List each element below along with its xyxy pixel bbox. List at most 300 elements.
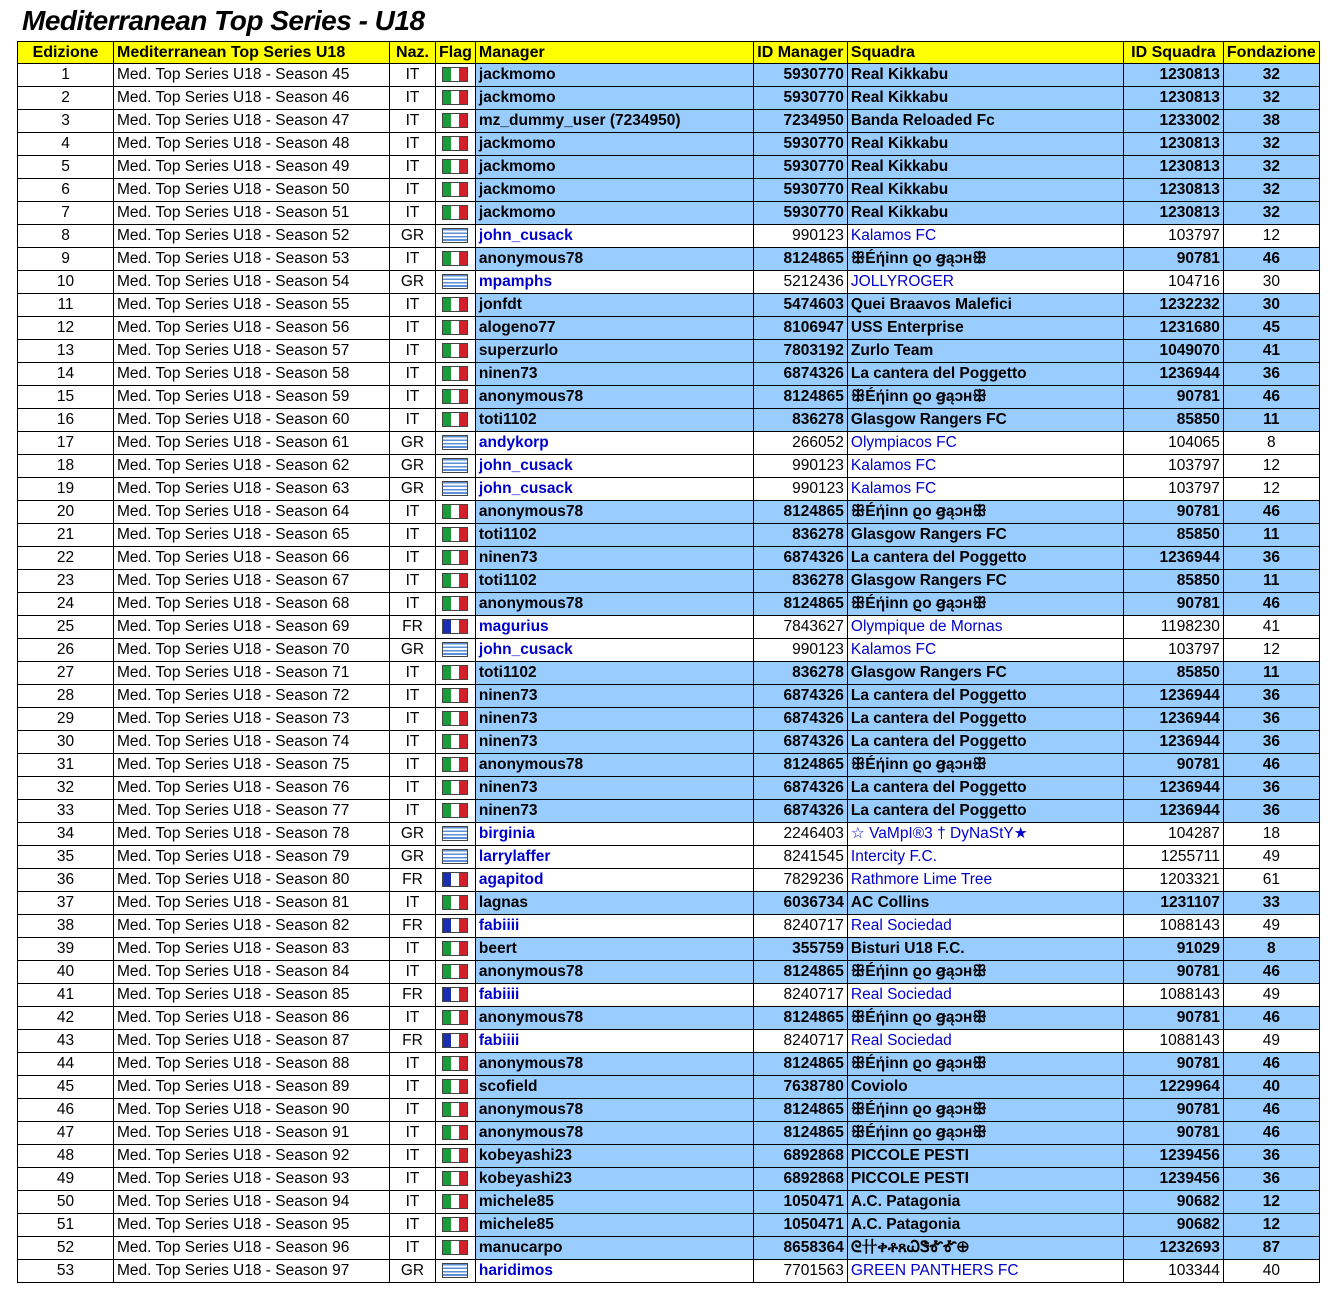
team-link[interactable]: ꕥÉήinn ϱo ꞡąɔʜꕥ: [847, 754, 1123, 777]
team-link[interactable]: USS Enterprise: [847, 317, 1123, 340]
italy-flag-icon: [442, 1125, 468, 1140]
nation-cell: IT: [390, 1122, 436, 1145]
team-link[interactable]: Kalamos FC: [847, 455, 1123, 478]
edition-cell: 32: [18, 777, 114, 800]
table-row: [18, 432, 1320, 455]
team-link[interactable]: La cantera del Poggetto: [847, 685, 1123, 708]
manager-link[interactable]: manucarpo: [475, 1237, 753, 1260]
manager-link[interactable]: jackmomo: [475, 87, 753, 110]
flag-cell: [436, 1122, 476, 1145]
edition-cell: 2: [18, 87, 114, 110]
nation-cell: IT: [390, 1168, 436, 1191]
manager-link[interactable]: ninen73: [475, 731, 753, 754]
nation-cell: IT: [390, 731, 436, 754]
manager-link[interactable]: anonymous78: [475, 754, 753, 777]
team-id-cell: 1255711: [1123, 846, 1223, 869]
table-row: [18, 317, 1320, 340]
greece-flag-icon: [442, 435, 468, 450]
team-id-cell: 103797: [1123, 478, 1223, 501]
team-link[interactable]: A.C. Patagonia: [847, 1214, 1123, 1237]
team-link[interactable]: GREEN PANTHERS FC: [847, 1260, 1123, 1283]
manager-link[interactable]: kobeyashi23: [475, 1145, 753, 1168]
manager-id-cell: 836278: [753, 570, 847, 593]
team-link[interactable]: Glasgow Rangers FC: [847, 524, 1123, 547]
flag-cell: [436, 754, 476, 777]
team-id-cell: 1229964: [1123, 1076, 1223, 1099]
team-id-cell: 1049070: [1123, 340, 1223, 363]
manager-link[interactable]: ninen73: [475, 708, 753, 731]
flag-cell: [436, 1099, 476, 1122]
italy-flag-icon: [442, 1240, 468, 1255]
series-name-cell: Med. Top Series U18 - Season 51: [114, 202, 390, 225]
edition-cell: 23: [18, 570, 114, 593]
team-id-cell: 103797: [1123, 455, 1223, 478]
team-link[interactable]: ꕥÉήinn ϱo ꞡąɔʜꕥ: [847, 961, 1123, 984]
manager-id-cell: 1050471: [753, 1214, 847, 1237]
team-link[interactable]: Real Kikkabu: [847, 202, 1123, 225]
series-name-cell: Med. Top Series U18 - Season 53: [114, 248, 390, 271]
table-row: [18, 1168, 1320, 1191]
foundation-cell: 32: [1223, 179, 1319, 202]
team-link[interactable]: Real Kikkabu: [847, 87, 1123, 110]
header-id-manager[interactable]: ID Manager: [753, 42, 847, 64]
table-row: [18, 478, 1320, 501]
italy-flag-icon: [442, 251, 468, 266]
manager-link[interactable]: jackmomo: [475, 202, 753, 225]
series-name-cell: Med. Top Series U18 - Season 72: [114, 685, 390, 708]
team-link[interactable]: Kalamos FC: [847, 639, 1123, 662]
table-row: [18, 662, 1320, 685]
flag-cell: [436, 1030, 476, 1053]
manager-link[interactable]: jackmomo: [475, 179, 753, 202]
italy-flag-icon: [442, 113, 468, 128]
manager-link[interactable]: anonymous78: [475, 1053, 753, 1076]
manager-link[interactable]: lagnas: [475, 892, 753, 915]
manager-link[interactable]: scofield: [475, 1076, 753, 1099]
manager-link[interactable]: fabiiii: [475, 915, 753, 938]
france-flag-icon: [442, 918, 468, 933]
table-row: [18, 1122, 1320, 1145]
team-link[interactable]: A.C. Patagonia: [847, 1191, 1123, 1214]
flag-cell: [436, 616, 476, 639]
manager-link[interactable]: jonfdt: [475, 294, 753, 317]
team-link[interactable]: Real Sociedad: [847, 1030, 1123, 1053]
flag-cell: [436, 639, 476, 662]
manager-id-cell: 8124865: [753, 593, 847, 616]
manager-link[interactable]: anonymous78: [475, 501, 753, 524]
manager-link[interactable]: john_cusack: [475, 639, 753, 662]
manager-link[interactable]: mz_dummy_user (7234950): [475, 110, 753, 133]
foundation-cell: 33: [1223, 892, 1319, 915]
manager-link[interactable]: andykorp: [475, 432, 753, 455]
series-name-cell: Med. Top Series U18 - Season 89: [114, 1076, 390, 1099]
manager-link[interactable]: ninen73: [475, 777, 753, 800]
team-link[interactable]: Glasgow Rangers FC: [847, 409, 1123, 432]
manager-link[interactable]: ninen73: [475, 363, 753, 386]
team-id-cell: 103344: [1123, 1260, 1223, 1283]
foundation-cell: 32: [1223, 202, 1319, 225]
manager-link[interactable]: john_cusack: [475, 478, 753, 501]
nation-cell: GR: [390, 478, 436, 501]
table-row: [18, 915, 1320, 938]
greece-flag-icon: [442, 826, 468, 841]
edition-cell: 35: [18, 846, 114, 869]
manager-id-cell: 6892868: [753, 1168, 847, 1191]
edition-cell: 47: [18, 1122, 114, 1145]
series-name-cell: Med. Top Series U18 - Season 74: [114, 731, 390, 754]
italy-flag-icon: [442, 1217, 468, 1232]
manager-link[interactable]: jackmomo: [475, 64, 753, 87]
team-link[interactable]: Real Sociedad: [847, 984, 1123, 1007]
team-link[interactable]: Glasgow Rangers FC: [847, 570, 1123, 593]
manager-link[interactable]: anonymous78: [475, 1007, 753, 1030]
foundation-cell: 46: [1223, 1007, 1319, 1030]
manager-link[interactable]: toti1102: [475, 662, 753, 685]
table-row: [18, 593, 1320, 616]
team-link[interactable]: Banda Reloaded Fc: [847, 110, 1123, 133]
team-link[interactable]: JOLLYROGER: [847, 271, 1123, 294]
flag-cell: [436, 501, 476, 524]
manager-link[interactable]: alogeno77: [475, 317, 753, 340]
table-row: [18, 846, 1320, 869]
manager-link[interactable]: toti1102: [475, 409, 753, 432]
manager-link[interactable]: ninen73: [475, 800, 753, 823]
italy-flag-icon: [442, 964, 468, 979]
foundation-cell: 36: [1223, 685, 1319, 708]
foundation-cell: 41: [1223, 340, 1319, 363]
manager-id-cell: 6874326: [753, 547, 847, 570]
edition-cell: 18: [18, 455, 114, 478]
series-name-cell: Med. Top Series U18 - Season 65: [114, 524, 390, 547]
table-row: [18, 248, 1320, 271]
edition-cell: 39: [18, 938, 114, 961]
manager-link[interactable]: jackmomo: [475, 133, 753, 156]
header-squadra[interactable]: Squadra: [847, 42, 1123, 64]
header-fondazione[interactable]: Fondazione: [1223, 42, 1319, 64]
team-id-cell: 1239456: [1123, 1168, 1223, 1191]
table-row: [18, 363, 1320, 386]
team-link[interactable]: PICCOLE PESTI: [847, 1145, 1123, 1168]
flag-cell: [436, 133, 476, 156]
edition-cell: 10: [18, 271, 114, 294]
nation-cell: FR: [390, 616, 436, 639]
team-link[interactable]: La cantera del Poggetto: [847, 363, 1123, 386]
manager-link[interactable]: magurius: [475, 616, 753, 639]
foundation-cell: 12: [1223, 478, 1319, 501]
team-link[interactable]: Glasgow Rangers FC: [847, 662, 1123, 685]
series-name-cell: Med. Top Series U18 - Season 96: [114, 1237, 390, 1260]
manager-link[interactable]: kobeyashi23: [475, 1168, 753, 1191]
team-id-cell: 1236944: [1123, 547, 1223, 570]
team-link[interactable]: Kalamos FC: [847, 478, 1123, 501]
foundation-cell: 12: [1223, 225, 1319, 248]
series-name-cell: Med. Top Series U18 - Season 63: [114, 478, 390, 501]
manager-id-cell: 6874326: [753, 708, 847, 731]
manager-id-cell: 8124865: [753, 1099, 847, 1122]
edition-cell: 34: [18, 823, 114, 846]
series-name-cell: Med. Top Series U18 - Season 62: [114, 455, 390, 478]
team-link[interactable]: Coviolo: [847, 1076, 1123, 1099]
team-link[interactable]: ᘓ卄ቀቶጸᏇᏕᎹᎹ⊕: [847, 1237, 1123, 1260]
nation-cell: IT: [390, 179, 436, 202]
team-id-cell: 85850: [1123, 524, 1223, 547]
series-name-cell: Med. Top Series U18 - Season 92: [114, 1145, 390, 1168]
table-row: [18, 800, 1320, 823]
manager-id-cell: 8124865: [753, 248, 847, 271]
foundation-cell: 46: [1223, 1122, 1319, 1145]
results-table: [17, 41, 1320, 1283]
team-link[interactable]: La cantera del Poggetto: [847, 731, 1123, 754]
manager-id-cell: 8124865: [753, 1053, 847, 1076]
team-id-cell: 104065: [1123, 432, 1223, 455]
italy-flag-icon: [442, 573, 468, 588]
team-link[interactable]: La cantera del Poggetto: [847, 777, 1123, 800]
header-naz[interactable]: Naz.: [390, 42, 436, 64]
team-id-cell: 1236944: [1123, 363, 1223, 386]
manager-link[interactable]: michele85: [475, 1214, 753, 1237]
foundation-cell: 46: [1223, 1099, 1319, 1122]
team-link[interactable]: ꕥÉήinn ϱo ꞡąɔʜꕥ: [847, 1007, 1123, 1030]
manager-id-cell: 8241545: [753, 846, 847, 869]
foundation-cell: 12: [1223, 1214, 1319, 1237]
team-link[interactable]: La cantera del Poggetto: [847, 547, 1123, 570]
flag-cell: [436, 708, 476, 731]
nation-cell: GR: [390, 1260, 436, 1283]
manager-id-cell: 8124865: [753, 1122, 847, 1145]
team-link[interactable]: ꕥÉήinn ϱo ꞡąɔʜꕥ: [847, 248, 1123, 271]
foundation-cell: 45: [1223, 317, 1319, 340]
team-link[interactable]: Rathmore Lime Tree: [847, 869, 1123, 892]
foundation-cell: 32: [1223, 156, 1319, 179]
manager-link[interactable]: fabiiii: [475, 1030, 753, 1053]
nation-cell: IT: [390, 570, 436, 593]
nation-cell: IT: [390, 87, 436, 110]
flag-cell: [436, 294, 476, 317]
foundation-cell: 36: [1223, 1168, 1319, 1191]
edition-cell: 52: [18, 1237, 114, 1260]
italy-flag-icon: [442, 780, 468, 795]
team-link[interactable]: ꕥÉήinn ϱo ꞡąɔʜꕥ: [847, 1053, 1123, 1076]
team-id-cell: 1236944: [1123, 800, 1223, 823]
team-link[interactable]: ꕥÉήinn ϱo ꞡąɔʜꕥ: [847, 593, 1123, 616]
manager-id-cell: 7829236: [753, 869, 847, 892]
table-row: [18, 570, 1320, 593]
edition-cell: 44: [18, 1053, 114, 1076]
manager-link[interactable]: toti1102: [475, 570, 753, 593]
foundation-cell: 36: [1223, 777, 1319, 800]
flag-cell: [436, 1076, 476, 1099]
manager-link[interactable]: mpamphs: [475, 271, 753, 294]
foundation-cell: 46: [1223, 1053, 1319, 1076]
nation-cell: GR: [390, 455, 436, 478]
team-link[interactable]: Intercity F.C.: [847, 846, 1123, 869]
nation-cell: IT: [390, 593, 436, 616]
manager-link[interactable]: birginia: [475, 823, 753, 846]
team-link[interactable]: Olympique de Mornas: [847, 616, 1123, 639]
flag-cell: [436, 432, 476, 455]
header-flag[interactable]: Flag: [436, 42, 476, 64]
team-link[interactable]: ꕥÉήinn ϱo ꞡąɔʜꕥ: [847, 1122, 1123, 1145]
team-id-cell: 1230813: [1123, 156, 1223, 179]
edition-cell: 49: [18, 1168, 114, 1191]
team-id-cell: 1231107: [1123, 892, 1223, 915]
team-link[interactable]: PICCOLE PESTI: [847, 1168, 1123, 1191]
nation-cell: IT: [390, 1191, 436, 1214]
edition-cell: 7: [18, 202, 114, 225]
flag-cell: [436, 938, 476, 961]
team-link[interactable]: Quei Braavos Malefici: [847, 294, 1123, 317]
table-row: [18, 1099, 1320, 1122]
manager-id-cell: 8240717: [753, 984, 847, 1007]
foundation-cell: 46: [1223, 248, 1319, 271]
team-id-cell: 1088143: [1123, 915, 1223, 938]
manager-link[interactable]: anonymous78: [475, 593, 753, 616]
manager-link[interactable]: anonymous78: [475, 1099, 753, 1122]
edition-cell: 4: [18, 133, 114, 156]
manager-id-cell: 990123: [753, 478, 847, 501]
manager-link[interactable]: anonymous78: [475, 961, 753, 984]
team-id-cell: 1236944: [1123, 708, 1223, 731]
table-row: [18, 179, 1320, 202]
france-flag-icon: [442, 872, 468, 887]
foundation-cell: 30: [1223, 271, 1319, 294]
series-name-cell: Med. Top Series U18 - Season 45: [114, 64, 390, 87]
team-link[interactable]: Olympiacos FC: [847, 432, 1123, 455]
manager-link[interactable]: ninen73: [475, 547, 753, 570]
team-link[interactable]: ꕥÉήinn ϱo ꞡąɔʜꕥ: [847, 386, 1123, 409]
table-row: [18, 133, 1320, 156]
edition-cell: 37: [18, 892, 114, 915]
team-link[interactable]: Real Kikkabu: [847, 133, 1123, 156]
series-name-cell: Med. Top Series U18 - Season 83: [114, 938, 390, 961]
header-series-name[interactable]: Mediterranean Top Series U18: [114, 42, 390, 64]
header-manager[interactable]: Manager: [475, 42, 753, 64]
team-id-cell: 1233002: [1123, 110, 1223, 133]
team-id-cell: 85850: [1123, 662, 1223, 685]
foundation-cell: 30: [1223, 294, 1319, 317]
team-link[interactable]: ꕥÉήinn ϱo ꞡąɔʜꕥ: [847, 501, 1123, 524]
series-name-cell: Med. Top Series U18 - Season 67: [114, 570, 390, 593]
italy-flag-icon: [442, 205, 468, 220]
team-link[interactable]: Real Kikkabu: [847, 64, 1123, 87]
nation-cell: IT: [390, 800, 436, 823]
header-id-squadra[interactable]: ID Squadra: [1123, 42, 1223, 64]
manager-link[interactable]: ninen73: [475, 685, 753, 708]
edition-cell: 22: [18, 547, 114, 570]
manager-link[interactable]: michele85: [475, 1191, 753, 1214]
nation-cell: GR: [390, 823, 436, 846]
team-link[interactable]: Real Kikkabu: [847, 156, 1123, 179]
manager-id-cell: 5930770: [753, 156, 847, 179]
team-link[interactable]: Real Kikkabu: [847, 179, 1123, 202]
table-row: [18, 547, 1320, 570]
foundation-cell: 32: [1223, 87, 1319, 110]
manager-link[interactable]: larrylaffer: [475, 846, 753, 869]
foundation-cell: 38: [1223, 110, 1319, 133]
manager-id-cell: 8658364: [753, 1237, 847, 1260]
edition-cell: 12: [18, 317, 114, 340]
table-row: [18, 616, 1320, 639]
edition-cell: 28: [18, 685, 114, 708]
team-id-cell: 1088143: [1123, 984, 1223, 1007]
team-link[interactable]: AC Collins: [847, 892, 1123, 915]
team-id-cell: 1231680: [1123, 317, 1223, 340]
manager-link[interactable]: jackmomo: [475, 156, 753, 179]
manager-link[interactable]: toti1102: [475, 524, 753, 547]
series-name-cell: Med. Top Series U18 - Season 64: [114, 501, 390, 524]
nation-cell: IT: [390, 961, 436, 984]
header-edizione[interactable]: Edizione: [18, 42, 114, 64]
team-link[interactable]: La cantera del Poggetto: [847, 800, 1123, 823]
team-link[interactable]: Zurlo Team: [847, 340, 1123, 363]
manager-id-cell: 8240717: [753, 915, 847, 938]
series-name-cell: Med. Top Series U18 - Season 93: [114, 1168, 390, 1191]
nation-cell: IT: [390, 1053, 436, 1076]
edition-cell: 9: [18, 248, 114, 271]
series-name-cell: Med. Top Series U18 - Season 75: [114, 754, 390, 777]
manager-id-cell: 5930770: [753, 87, 847, 110]
flag-cell: [436, 317, 476, 340]
italy-flag-icon: [442, 389, 468, 404]
manager-link[interactable]: superzurlo: [475, 340, 753, 363]
flag-cell: [436, 1237, 476, 1260]
team-id-cell: 1230813: [1123, 64, 1223, 87]
table-row: [18, 1030, 1320, 1053]
team-link[interactable]: La cantera del Poggetto: [847, 708, 1123, 731]
table-row: [18, 455, 1320, 478]
flag-cell: [436, 202, 476, 225]
series-name-cell: Med. Top Series U18 - Season 86: [114, 1007, 390, 1030]
edition-cell: 29: [18, 708, 114, 731]
nation-cell: IT: [390, 1076, 436, 1099]
flag-cell: [436, 1191, 476, 1214]
manager-id-cell: 5930770: [753, 179, 847, 202]
flag-cell: [436, 340, 476, 363]
manager-link[interactable]: haridimos: [475, 1260, 753, 1283]
team-link[interactable]: Kalamos FC: [847, 225, 1123, 248]
series-name-cell: Med. Top Series U18 - Season 80: [114, 869, 390, 892]
table-row: [18, 202, 1320, 225]
italy-flag-icon: [442, 1056, 468, 1071]
foundation-cell: 36: [1223, 363, 1319, 386]
nation-cell: IT: [390, 662, 436, 685]
edition-cell: 51: [18, 1214, 114, 1237]
manager-link[interactable]: john_cusack: [475, 455, 753, 478]
manager-link[interactable]: anonymous78: [475, 1122, 753, 1145]
team-id-cell: 90781: [1123, 1099, 1223, 1122]
edition-cell: 11: [18, 294, 114, 317]
manager-link[interactable]: beert: [475, 938, 753, 961]
team-link[interactable]: ☆ VaMpI®3 † DyNaStY★: [847, 823, 1123, 846]
manager-link[interactable]: anonymous78: [475, 248, 753, 271]
foundation-cell: 11: [1223, 570, 1319, 593]
foundation-cell: 87: [1223, 1237, 1319, 1260]
team-link[interactable]: ꕥÉήinn ϱo ꞡąɔʜꕥ: [847, 1099, 1123, 1122]
team-link[interactable]: Real Sociedad: [847, 915, 1123, 938]
foundation-cell: 46: [1223, 754, 1319, 777]
manager-link[interactable]: john_cusack: [475, 225, 753, 248]
italy-flag-icon: [442, 159, 468, 174]
series-name-cell: Med. Top Series U18 - Season 55: [114, 294, 390, 317]
flag-cell: [436, 110, 476, 133]
team-link[interactable]: Bisturi U18 F.C.: [847, 938, 1123, 961]
manager-link[interactable]: agapitod: [475, 869, 753, 892]
manager-link[interactable]: fabiiii: [475, 984, 753, 1007]
italy-flag-icon: [442, 90, 468, 105]
manager-link[interactable]: anonymous78: [475, 386, 753, 409]
italy-flag-icon: [442, 366, 468, 381]
foundation-cell: 32: [1223, 64, 1319, 87]
